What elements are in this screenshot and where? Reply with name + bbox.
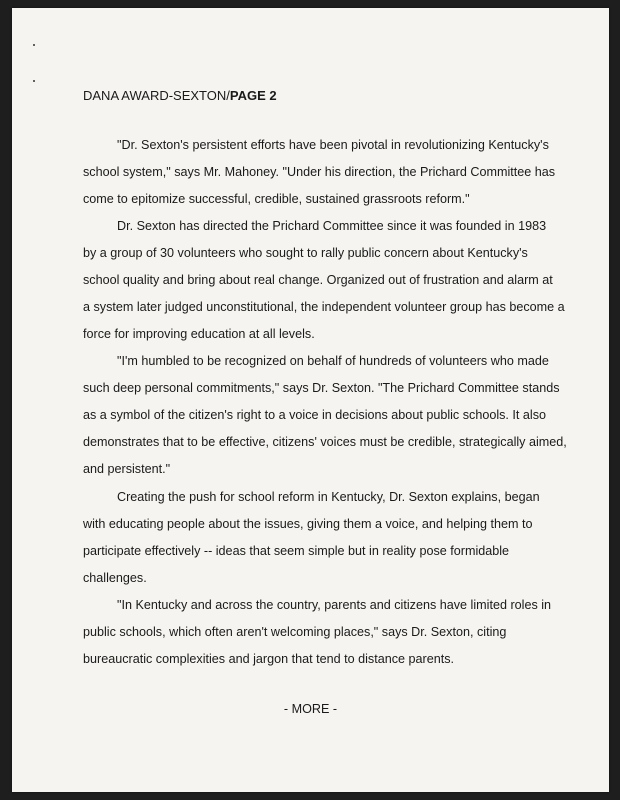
text-line: force for improving education at all levels.	[83, 327, 315, 341]
punch-mark	[33, 80, 35, 82]
text-line: come to epitomize successful, credible, sustained grassroots reform."	[83, 192, 470, 206]
text-line: challenges.	[83, 571, 147, 585]
text-line: "Dr. Sexton's persistent efforts have been pivotal in revolutionizing Kentucky's	[117, 138, 549, 152]
text-line: and persistent."	[83, 462, 171, 476]
text-line: Creating the push for school reform in Kentucky, Dr. Sexton explains, began	[117, 490, 540, 504]
text-line: school system," says Mr. Mahoney. "Under his direction, the Prichard Committee has	[83, 165, 556, 179]
document-page	[12, 8, 609, 792]
text-line: participate effectively -- ideas that seem simple but in reality pose formidable	[83, 544, 510, 558]
text-line: bureaucratic complexities and jargon that tend to distance parents.	[83, 652, 455, 666]
text-line: Dr. Sexton has directed the Prichard Committee since it was founded in 1983	[117, 219, 547, 233]
text-line: as a symbol of the citizen's right to a voice in decisions about public schools. It also	[83, 408, 547, 422]
text-line: school quality and bring about real change. Organized out of frustration and alarm at	[83, 273, 553, 287]
header-page-number: PAGE 2	[229, 88, 277, 103]
text-line: "In Kentucky and across the country, parents and citizens have limited roles in	[117, 598, 552, 612]
text-line: demonstrates that to be effective, citizens' voices must be credible, strategically aimed,	[83, 435, 567, 449]
text-line: public schools, which often aren't welcoming places," says Dr. Sexton, citing	[83, 625, 507, 639]
text-line: "I'm humbled to be recognized on behalf of hundreds of volunteers who made	[117, 354, 549, 368]
punch-mark	[33, 44, 35, 46]
header-title: DANA AWARD-SEXTON/	[83, 88, 230, 103]
text-line: a system later judged unconstitutional, the independent volunteer group has become a	[83, 300, 565, 314]
text-line: such deep personal commitments," says Dr. Sexton. "The Prichard Committee stands	[83, 381, 560, 395]
text-line: by a group of 30 volunteers who sought to rally public concern about Kentucky's	[83, 246, 528, 260]
more-indicator: - MORE -	[283, 702, 338, 716]
text-line: with educating people about the issues, giving them a voice, and helping them to	[83, 517, 533, 531]
page-header	[83, 88, 277, 103]
